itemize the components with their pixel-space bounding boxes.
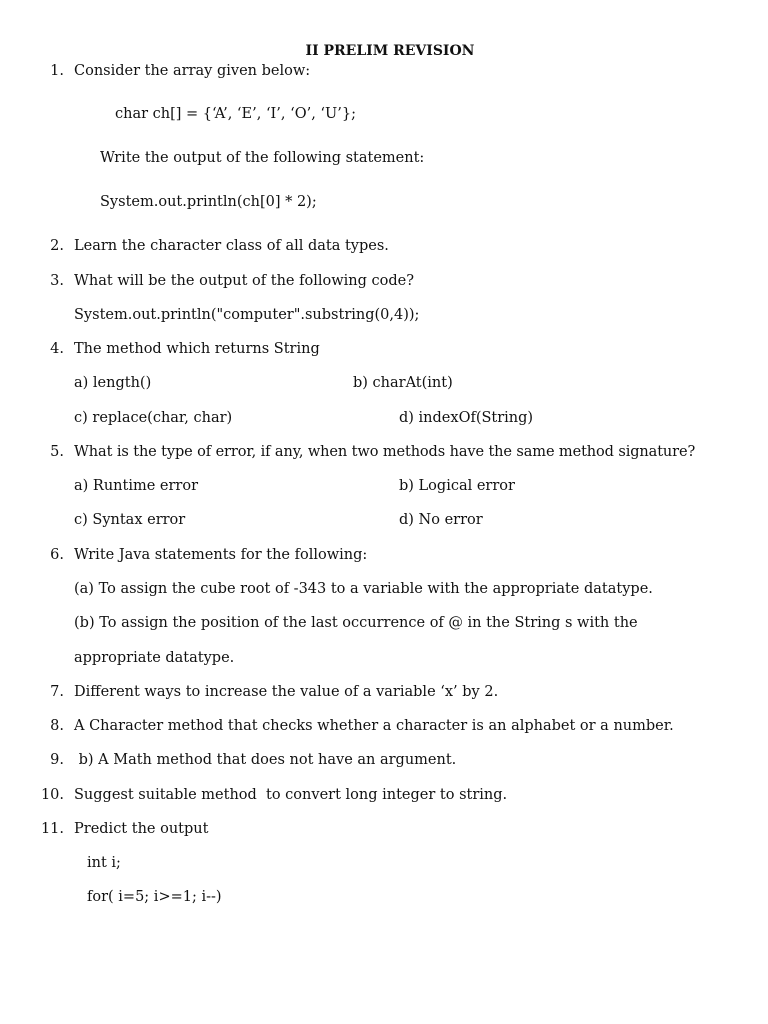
question-number: 8. <box>50 718 64 734</box>
question-text: Learn the character class of all data types. <box>74 238 389 254</box>
question-number: 9. <box>50 752 64 768</box>
option-b: b) charAt(int) <box>353 375 453 391</box>
option-c: c) replace(char, char) <box>74 410 233 426</box>
option-c: c) Syntax error <box>74 512 186 528</box>
code-line: System.out.println(ch[0] * 2); <box>100 194 317 210</box>
question-number: 2. <box>50 238 64 254</box>
question-number: 7. <box>50 684 64 700</box>
option-a: a) Runtime error <box>74 478 199 494</box>
question-text: What is the type of error, if any, when two methods have the same method signature? <box>74 444 696 460</box>
option-d: d) indexOf(String) <box>399 410 534 426</box>
sub-question-continued: appropriate datatype. <box>74 650 235 666</box>
option-b: b) Logical error <box>399 478 515 494</box>
question-text: The method which returns String <box>74 341 320 357</box>
question-text: Write Java statements for the following: <box>74 547 368 563</box>
question-number: 11. <box>40 821 64 837</box>
question-number: 3. <box>50 273 64 289</box>
code-line: for( i=5; i>=1; i--) <box>87 889 222 905</box>
question-text: Predict the output <box>74 821 209 837</box>
sub-question: (a) To assign the cube root of -343 to a variable with the appropriate datatype. <box>74 581 653 597</box>
question-text: What will be the output of the following code? <box>74 273 414 289</box>
option-a: a) length() <box>74 375 152 391</box>
option-d: d) No error <box>399 512 483 528</box>
question-line: Write the output of the following statement: <box>100 150 425 166</box>
code-line: int i; <box>87 855 121 871</box>
question-text: Consider the array given below: <box>74 63 311 79</box>
question-number: 10. <box>40 787 64 803</box>
question-number: 1. <box>50 63 64 79</box>
page-title: II PRELIM REVISION <box>305 43 475 59</box>
question-text: b) A Math method that does not have an argument. <box>74 752 457 768</box>
question-number: 6. <box>50 547 64 563</box>
question-number: 4. <box>50 341 64 357</box>
question-text: A Character method that checks whether a character is an alphabet or a number. <box>74 718 674 734</box>
question-text: Suggest suitable method to convert long integer to string. <box>74 787 508 803</box>
question-text: Different ways to increase the value of a variable ‘x’ by 2. <box>74 684 499 700</box>
code-line: System.out.println("computer".substring(0,4)); <box>74 307 420 323</box>
sub-question: (b) To assign the position of the last occurrence of @ in the String s with the <box>74 615 638 631</box>
code-line: char ch[] = {‘A’, ‘E’, ‘I’, ‘O’, ‘U’}; <box>115 106 356 122</box>
question-number: 5. <box>50 444 64 460</box>
